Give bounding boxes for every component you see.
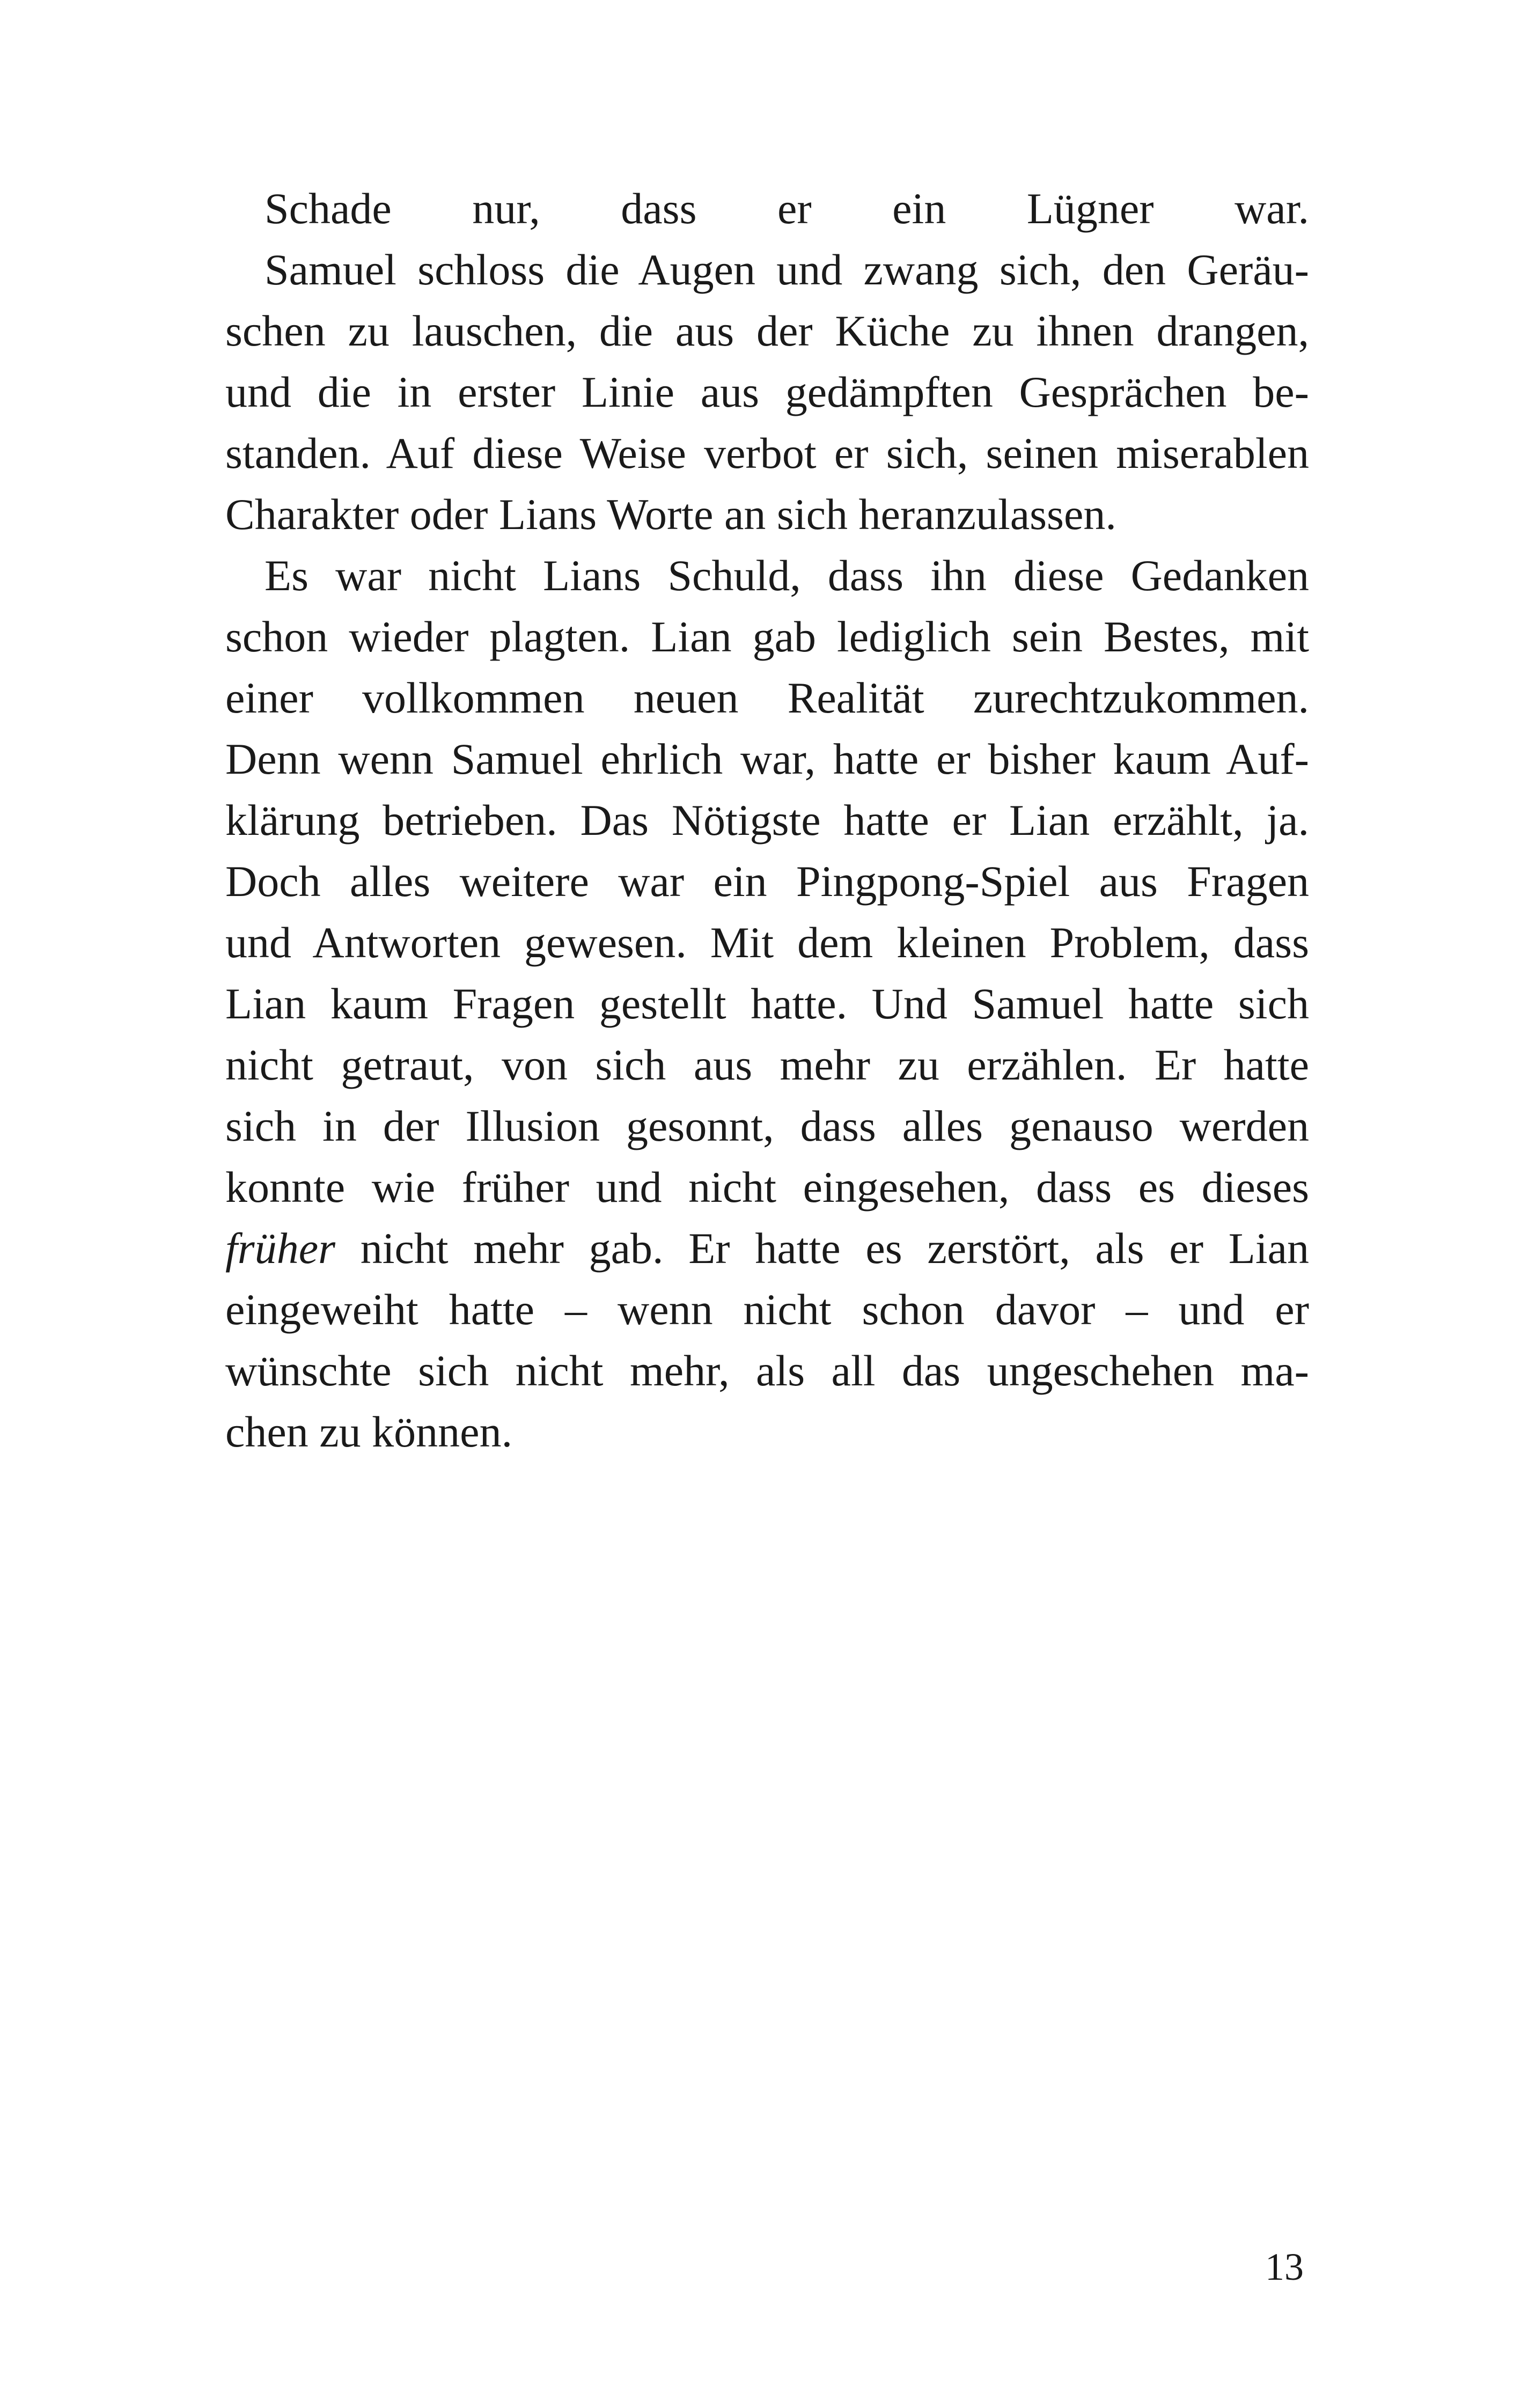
text-line: und Antworten gewesen. Mit dem kleinen Problem, dass bbox=[225, 918, 1309, 967]
text-line: schon wieder plagten. Lian gab lediglich sein Bestes, mit bbox=[225, 612, 1309, 661]
text-line: Es war nicht Lians Schuld, dass ihn diese Gedanken bbox=[264, 551, 1309, 600]
text-line: klärung betrieben. Das Nötigste hatte er Lian erzählt, ja. bbox=[225, 796, 1309, 845]
text-line: Charakter oder Lians Worte an sich heranzulassen. bbox=[225, 490, 1116, 539]
text-line: Denn wenn Samuel ehrlich war, hatte er bisher kaum Auf- bbox=[225, 735, 1309, 783]
text-line: chen zu können. bbox=[225, 1407, 513, 1456]
text-line: Lian kaum Fragen gestellt hatte. Und Samuel hatte sich bbox=[225, 979, 1309, 1028]
text-line-with-emphasis bbox=[225, 1218, 1309, 1279]
body-text bbox=[225, 178, 1309, 1463]
text-line: eingeweiht hatte – wenn nicht schon davor – und er bbox=[225, 1285, 1309, 1334]
text-line: und die in erster Linie aus gedämpften Gesprächen be- bbox=[225, 368, 1309, 416]
text-line: Schade nur, dass er ein Lügner war. bbox=[264, 184, 1309, 233]
text-line: wünschte sich nicht mehr, als all das ungeschehen ma- bbox=[225, 1346, 1309, 1395]
emphasized-word: früher bbox=[225, 1224, 335, 1273]
page-number: 13 bbox=[1265, 2245, 1304, 2288]
text-line: Samuel schloss die Augen und zwang sich, den Geräu- bbox=[264, 245, 1309, 294]
text-line: Doch alles weitere war ein Pingpong-Spiel aus Fragen bbox=[225, 857, 1309, 906]
text-line-rest: nicht mehr gab. Er hatte es zerstört, als er Lian bbox=[335, 1224, 1309, 1273]
text-line: nicht getraut, von sich aus mehr zu erzählen. Er hatte bbox=[225, 1040, 1309, 1089]
text-line: schen zu lauschen, die aus der Küche zu ihnen drangen, bbox=[225, 306, 1309, 355]
text-line: konnte wie früher und nicht eingesehen, dass es dieses bbox=[225, 1163, 1309, 1212]
text-line: standen. Auf diese Weise verbot er sich, seinen miserablen bbox=[225, 429, 1309, 478]
text-line: einer vollkommen neuen Realität zurechtzukommen. bbox=[225, 673, 1309, 722]
text-line: sich in der Illusion gesonnt, dass alles genauso werden bbox=[225, 1102, 1309, 1150]
